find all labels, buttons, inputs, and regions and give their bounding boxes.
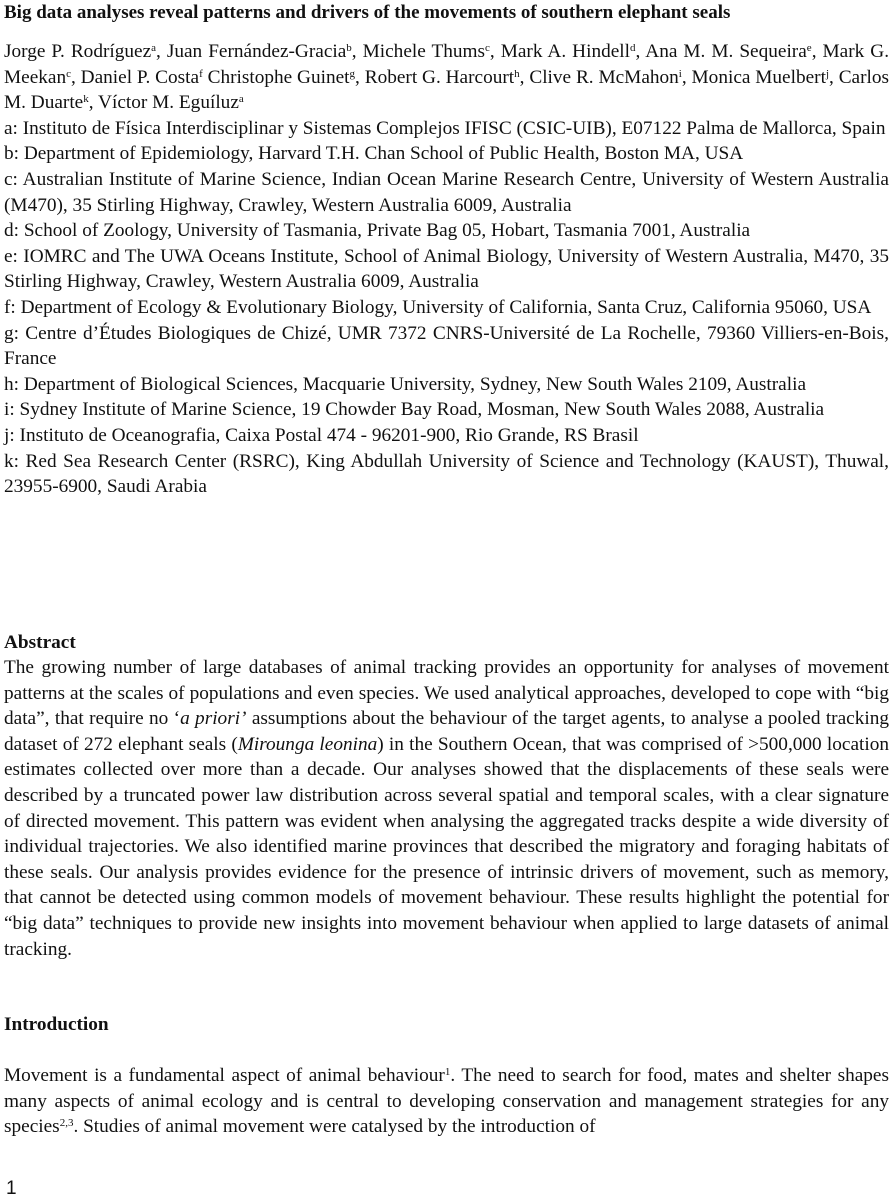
abstract-part: assumptions about the behaviour of the target agents, to analyse a pooled tracking dataset of 272 elephant seals ( [4,708,889,755]
author-affiliation-mark: a [151,42,157,54]
introduction-text [4,1063,889,1140]
author-name: Daniel P. Costa [80,66,200,88]
affiliation: g: Centre d’Études Biologiques de Chizé, UMR 7372 CNRS-Université de La Rochelle, 79360 Villiers-en-Bois, France [4,322,889,370]
author-block [4,39,889,500]
author-affiliation-mark: c [66,67,71,80]
author-name: Carlos M. Duarte [4,66,890,114]
author-name: Clive R. McMahon [529,66,679,88]
author-name: Michele Thums [362,41,486,62]
affiliation: i: Sydney Institute of Marine Science, 19 Chowder Bay Road, Mosman, New South Wales 2088, Australia [4,399,825,421]
author-affiliation-mark: a [238,93,244,106]
affiliation: a: Instituto de Física Interdisciplinar y Sistemas Complejos IFISC (CSIC-UIB), E07122 Palma de Mallorca, Spain [4,117,886,139]
author-name: Víctor M. Eguíluz [98,92,239,114]
separator: , [351,41,363,62]
citation: 2,3 [59,1117,74,1130]
author-name: Monica Muelbert [691,66,826,88]
intro-part: . Studies of animal movement were catalysed by the introduction of [73,1116,596,1138]
author-affiliation-mark: k [83,93,89,106]
affiliation: e: IOMRC and The UWA Oceans Institute, School of Animal Biology, University of Western Australia, M470, 35 Stirling Highway, Crawley, Western Australia 6009, Australia [4,245,889,293]
species-name: Mirounga leonina [237,733,378,755]
separator: , [829,66,839,88]
author-affiliation-mark: c [485,42,490,54]
abstract-part: The growing number of large databases of animal tracking provides an opportunity for analyses of movement patterns at the scales of populations and even species. We used analytical approaches, developed to cope with “big data”, that require no ‘ [4,657,889,730]
author-name: Christophe Guinet [207,66,350,88]
author-name: Juan Fernández-Gracia [166,41,347,62]
affiliation: f: Department of Ecology & Evolutionary Biology, University of California, Santa Cruz, California 95060, USA [4,296,872,318]
intro-part: Movement is a fundamental aspect of animal behaviour [4,1065,445,1086]
author-affiliation-mark: d [630,42,636,54]
citation: 1 [444,1066,451,1078]
paper-title: Big data analyses reveal patterns and drivers of the movements of southern elephant seals [4,2,731,23]
author-name: Mark G. Meekan [4,41,890,88]
author-affiliation-mark: f [199,67,203,80]
intro-part: . The need to search for food, mates and shelter shapes many aspects of animal ecology and is central to developing conservation and management strategies for any species [4,1065,889,1138]
affiliation: d: School of Zoology, University of Tasmania, Private Bag 05, Hobart, Tasmania 7001, Australia [4,220,751,242]
affiliation: j: Instituto de Oceanografia, Caixa Postal 474 - 96201-900, Rio Grande, RS Brasil [4,424,639,446]
author-affiliation-mark: i [678,67,682,80]
affiliation: h: Department of Biological Sciences, Macquarie University, Sydney, New South Wales 2109, Australia [4,373,807,395]
separator: , [635,41,646,62]
separator: , [71,66,81,88]
separator: , [355,66,365,88]
introduction-heading: Introduction [4,1014,109,1035]
author-affiliation-mark: g [349,67,356,80]
author-affiliation-mark: h [514,67,520,80]
page-number: 1 [6,1178,17,1199]
separator: , [681,66,692,88]
separator: , [489,41,501,62]
affiliation: c: Australian Institute of Marine Science, Indian Ocean Marine Research Centre, University of Western Australia (M470), 35 Stirling Highway, Crawley, Western Australia 6009, Australia [4,168,889,216]
author-affiliation-mark: j [825,67,830,80]
author-list [4,39,889,116]
abstract-text [4,655,889,962]
author-name: Ana M. M. Sequeira [645,41,807,62]
author-name: Jorge P. Rodríguez [4,41,152,62]
abstract-heading: Abstract [4,632,76,653]
affiliation: k: Red Sea Research Center (RSRC), King Abdullah University of Science and Technology (KAUST), Thuwal, 23955-6900, Saudi Arabia [4,450,889,498]
separator: , [156,41,167,62]
abstract-italic: a priori’ [180,708,247,730]
separator: , [811,41,823,62]
separator: , [519,66,530,88]
affiliation: b: Department of Epidemiology, Harvard T.H. Chan School of Public Health, Boston MA, USA [4,143,744,165]
author-affiliation-mark: b [346,42,352,54]
affiliation-list [4,116,889,500]
author-affiliation-mark: e [806,42,812,54]
author-name: Robert G. Harcourt [364,66,515,88]
author-name: Mark A. Hindell [500,41,631,62]
abstract-part: ) in the Southern Ocean, that was comprised of >500,000 location estimates collected over more than a decade. Our analyses showed that the displacements of these seals were described by a truncated power law distribution across several spatial and temporal scales, with a clear signature of directed movement. This pattern was evident when analysing the aggregated tracks despite a wide diversity of individual trajectories. We also identified marine provinces that described the migratory and foraging habitats of these seals. Our analysis provides evidence for the presence of intrinsic drivers of movement, such as memory, that cannot be detected using common models of movement behaviour. These results highlight the potential for “big data” techniques to provide new insights into movement behaviour when applied to large datasets of animal tracking. [4,733,890,960]
separator: , [88,92,99,114]
